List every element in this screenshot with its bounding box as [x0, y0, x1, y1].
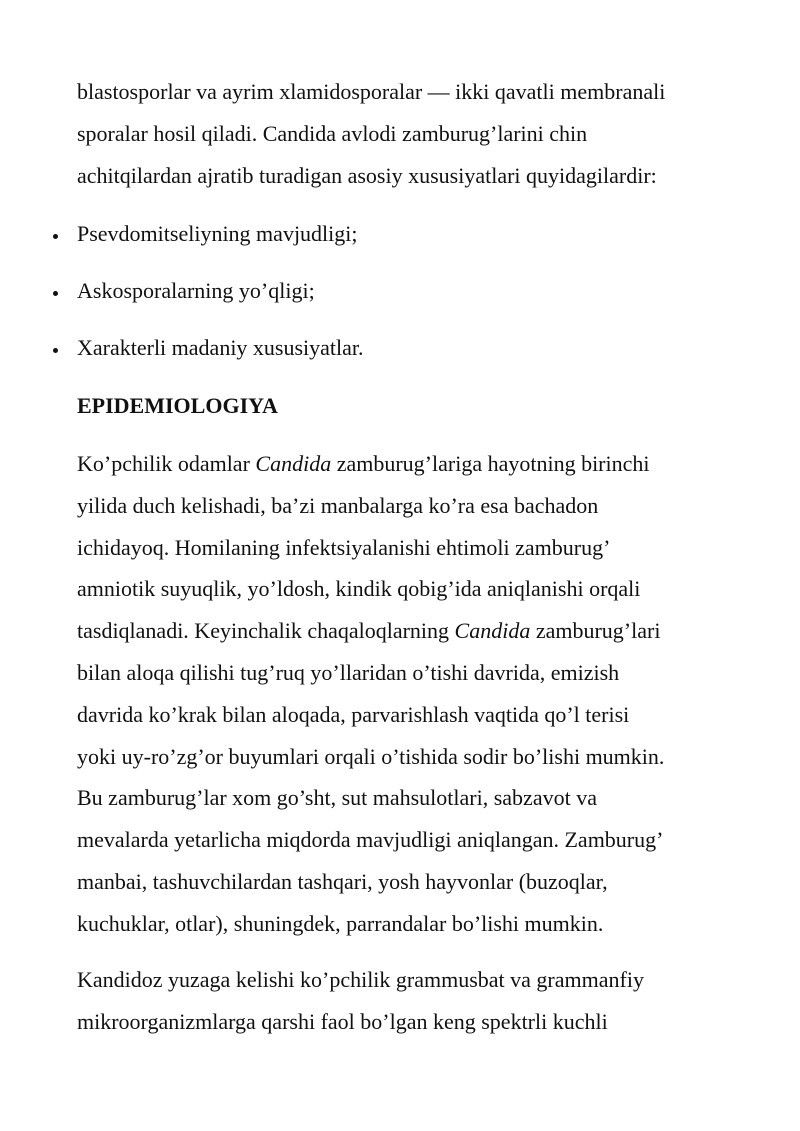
paragraph-line: amniotik suyuqlik, yo’ldosh, kindik qobig’ida aniqlanishi orqali	[77, 576, 641, 602]
paragraph-line: yilida duch kelishadi, ba’zi manbalarga ko’ra esa bachadon	[77, 492, 599, 518]
paragraph-line: yoki uy-ro’zg’or buyumlari orqali o’tishida sodir bo’lishi mumkin.	[77, 743, 665, 769]
list-item-text: Psevdomitseliyning mavjudligi;	[77, 221, 358, 246]
intro-line: achitqilardan ajratib turadigan asosiy xususiyatlari quyidagilardir:	[77, 162, 657, 188]
paragraph-line: davrida ko’krak bilan aloqada, parvarishlash vaqtida qo’l terisi	[77, 701, 630, 727]
list-item	[0, 328, 800, 368]
section-heading: EPIDEMIOLOGIYA	[77, 393, 278, 418]
paragraph-line: ichidayoq. Homilaning infektsiyalanishi ehtimoli zamburug’	[77, 534, 611, 560]
paragraph-line: mikroorganizmlarga qarshi faol bo’lgan keng spektrli kuchli	[77, 1008, 608, 1034]
paragraph-line	[77, 443, 737, 485]
list-item-text: Askosporalarning yo’qligi;	[77, 278, 315, 303]
bullet-icon	[53, 348, 58, 353]
epidemiology-paragraph-1	[77, 443, 737, 945]
bullet-icon	[53, 234, 58, 239]
paragraph-line: Bu zamburug’lar xom go’sht, sut mahsulotlari, sabzavot va	[77, 785, 597, 811]
paragraph-line: manbai, tashuvchilardan tashqari, yosh hayvonlar (buzoqlar,	[77, 868, 608, 894]
paragraph-line: Kandidoz yuzaga kelishi ko’pchilik grammusbat va grammanfiy	[77, 967, 644, 992]
list-item	[0, 214, 800, 254]
italic-term: Candida	[454, 618, 531, 644]
text-run: Ko’pchilik odamlar	[77, 451, 256, 476]
intro-paragraph	[77, 71, 737, 196]
paragraph-line: mevalarda yetarlicha miqdorda mavjudligi aniqlangan. Zamburug’	[77, 827, 664, 853]
list-item	[0, 271, 800, 311]
bullet-icon	[53, 291, 58, 296]
text-run: zamburug’lari	[530, 618, 661, 644]
text-run: tasdiqlanadi. Keyinchalik chaqaloqlarning	[77, 618, 455, 644]
text-run: zamburug’lariga hayotning birinchi	[331, 451, 650, 476]
intro-line: sporalar hosil qiladi. Candida avlodi zamburug’larini chin	[77, 120, 588, 146]
paragraph-line: bilan aloqa qilishi tug’ruq yo’llaridan o’tishi davrida, emizish	[77, 659, 620, 685]
paragraph-line	[77, 610, 737, 652]
list-item-text: Xarakterli madaniy xususiyatlar.	[77, 335, 364, 360]
paragraph-line: kuchuklar, otlar), shuningdek, parrandalar bo’lishi mumkin.	[77, 910, 604, 936]
italic-term: Candida	[255, 451, 332, 476]
intro-line: blastosporlar va ayrim xlamidosporalar — ikki qavatli membranali	[77, 79, 666, 104]
epidemiology-paragraph-2	[77, 959, 737, 1043]
